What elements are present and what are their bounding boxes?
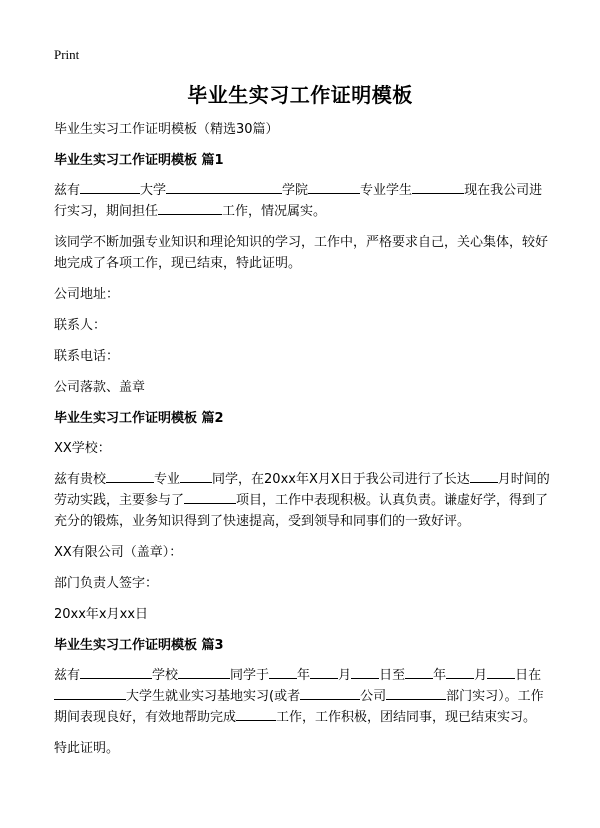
blank-field <box>269 665 297 679</box>
blank-field <box>106 469 154 483</box>
blank-field <box>412 180 464 194</box>
print-link[interactable]: Print <box>54 47 80 62</box>
intro-text: 毕业生实习工作证明模板（精选30篇） <box>54 122 279 137</box>
company-seal-label: XX有限公司（盖章）： <box>54 545 183 560</box>
document-body <box>54 119 550 769</box>
company-address-label: 公司地址： <box>54 287 120 302</box>
date-text: 20xx年x月xx日 <box>54 607 149 622</box>
blank-field <box>446 665 474 679</box>
section3-paragraph-1: 兹有 学校 同学于 年 月 日至 年 月 日在大学生就业实习基地实习(或者 公司 部门实习）。工作期间表现良好，有效地帮助完成 工作，工作积极，团结同事，现已结束实习。 <box>54 665 550 728</box>
blank-field <box>300 686 360 700</box>
blank-field <box>80 665 152 679</box>
blank-field <box>351 665 379 679</box>
blank-field <box>178 665 230 679</box>
blank-field <box>405 665 433 679</box>
page-title: 毕业生实习工作证明模板 <box>187 83 413 107</box>
blank-field <box>308 180 360 194</box>
contact-person-label: 联系人： <box>54 318 107 333</box>
manager-signature-label: 部门负责人签字： <box>54 576 159 591</box>
section-heading-3: 毕业生实习工作证明模板 篇3 <box>54 638 224 653</box>
section1-paragraph-2: 该同学不断加强专业知识和理论知识的学习，工作中，严格要求自己，关心集体，较好地完成了各项工作，现已结束，特此证明。 <box>54 235 549 271</box>
blank-field <box>158 201 222 215</box>
blank-field <box>487 665 515 679</box>
blank-field <box>310 665 338 679</box>
section2-paragraph-1: 兹有贵校 专业 同学，在20xx年X月X日于我公司进行了长达 月时间的劳动实践，主要参与了 项目，工作中表现积极。认真负责。谦虚好学，得到了充分的锻炼，业务知识得到了快速提高，受到领导和同事们的一致好评。 <box>54 469 550 532</box>
salutation: XX学校： <box>54 441 111 456</box>
section-heading-1: 毕业生实习工作证明模板 篇1 <box>54 153 224 168</box>
blank-field <box>80 180 140 194</box>
blank-field <box>470 469 498 483</box>
blank-field <box>180 469 212 483</box>
closing-text: 特此证明。 <box>54 741 120 756</box>
section1-paragraph-1: 兹有 大学 学院 专业学生 现在我公司进行实习，期间担任 工作，情况属实。 <box>54 180 550 222</box>
blank-field <box>386 686 446 700</box>
blank-field <box>236 707 276 721</box>
section-heading-2: 毕业生实习工作证明模板 篇2 <box>54 411 224 426</box>
contact-phone-label: 联系电话： <box>54 349 120 364</box>
blank-field <box>166 180 282 194</box>
blank-field <box>54 686 126 700</box>
company-signature-label: 公司落款、盖章 <box>54 380 146 395</box>
blank-field <box>184 490 236 504</box>
